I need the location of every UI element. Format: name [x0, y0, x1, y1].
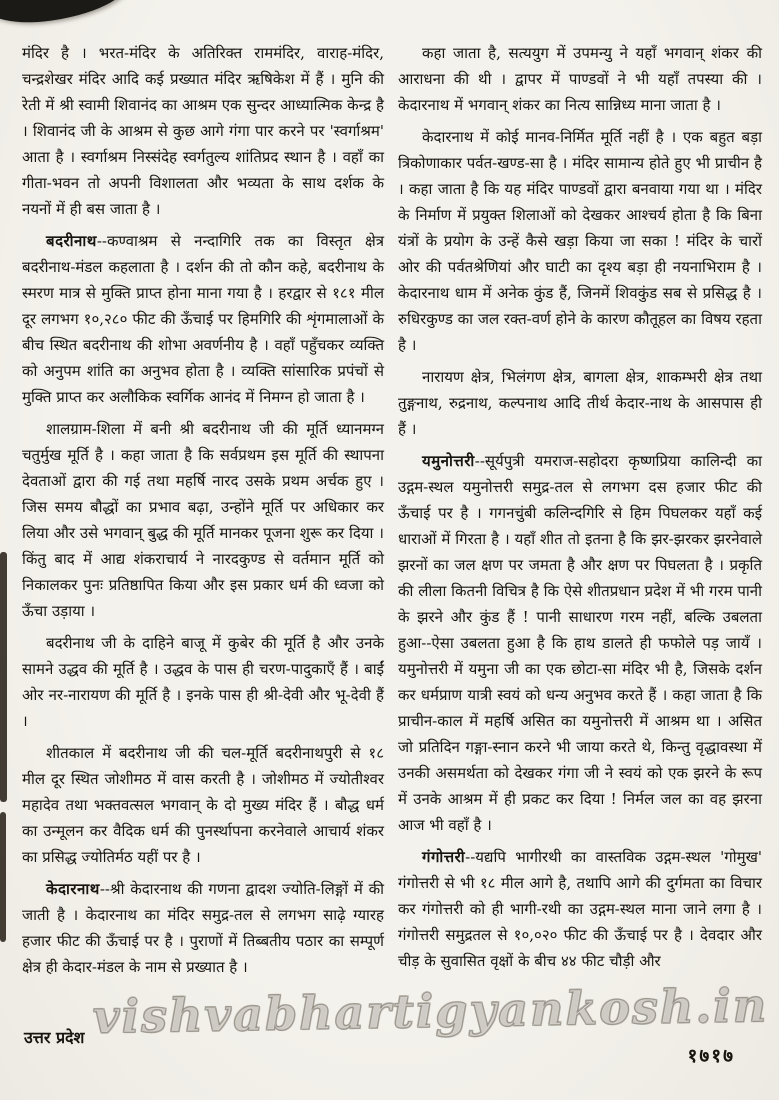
paragraph — [22, 416, 384, 624]
paragraph-kedarnath — [22, 876, 384, 980]
paragraph-text: --कण्वाश्रम से नन्दागिरि तक का विस्तृत क्षेत्र बदरीनाथ-मंडल कहलाता है । दर्शन की तो कौन कहे, बदरीनाथ के स्मरण मात्र से मुक्ति प्राप्त होना माना गया है । हरद्वार से १८१ मील दूर लगभग १०,२८० फीट की ऊँचाई पर हिमगिरि की शृंगमालाओं के बीच स्थित बदरीनाथ की शोभा अवर्णनीय है । वहाँ पहुँचकर व्यक्ति को अनुपम शांति का अनुभव होता है । व्यक्ति सांसारिक प्रपंचों से मुक्ति प्राप्त कर अलौकिक स्वर्गिक आनंद में निमग्न हो जाता है । — [22, 232, 384, 406]
page-number: १७१७ — [687, 1045, 735, 1067]
paragraph — [22, 740, 384, 870]
paragraph — [22, 40, 384, 222]
page-corner-tear — [0, 0, 133, 28]
paragraph-text: केदारनाथ में कोई मानव-निर्मित मूर्ति नहीं है । एक बहुत बड़ा त्रिकोणाकार पर्वत-खण्ड-सा है । मंदिर सामान्य होते हुए भी प्राचीन है । कहा जाता है कि यह मंदिर पाण्डवों द्वारा बनवाया गया था । मंदिर के निर्माण में प्रयुक्त शिलाओं को देखकर आश्चर्य होता है कि बिना यंत्रों के प्रयोग के उन्हें कैसे खड़ा किया जा सका ! मंदिर के चारों ओर की पर्वतश्रेणियां और घाटी का दृश्य बड़ा ही नयनाभिराम है । केदारनाथ धाम में अनेक कुंड हैं, जिनमें शिवकुंड सब से प्रसिद्ध है । रुधिरकुण्ड का जल रक्त-वर्ण होने के कारण कौतूहल का विषय रहता है । — [398, 128, 762, 354]
paragraph-text: मंदिर है । भरत-मंदिर के अतिरिक्त राममंदिर, वाराह-मंदिर, चन्द्रशेखर मंदिर आदि कई प्रख्यात मंदिर ऋषिकेश में हैं । मुनि की रेती में श्री स्वामी शिवानंद का आश्रम एक सुन्दर आध्यात्मिक केन्द्र है । शिवानंद जी के आश्रम से कुछ आगे गंगा पार करने पर 'स्वर्गाश्रम' आता है । स्वर्गाश्रम निस्संदेह स्वर्गतुल्य शांतिप्रद स्थान है । वहाँ का गीता-भवन तो अपनी विशालता और भव्यता के साथ दर्शक के नयनों में ही बस जाता है । — [22, 44, 384, 218]
scan-edge-mark — [0, 552, 7, 802]
paragraph-yamunotri — [398, 448, 762, 838]
paragraph-badrinath — [22, 228, 384, 410]
paragraph-text: कहा जाता है, सत्ययुग में उपमन्यु ने यहाँ भगवान् शंकर की आराधना की थी । द्वापर में पाण्डवों ने भी यहाँ तपस्या की । केदारनाथ में भगवान् शंकर का नित्य सान्निध्य माना जाता है । — [398, 44, 762, 114]
paragraph-text: --श्री केदारनाथ की गणना द्वादश ज्योति-लिङ्गों में की जाती है । केदारनाथ का मंदिर समुद्र-तल से लगभग साढ़े ग्यारह हजार फीट की ऊँचाई पर है । पुराणों में तिब्बतीय पठार का सम्पूर्ण क्षेत्र ही केदार-मंडल के नाम से प्रख्यात है । — [22, 880, 384, 976]
paragraph — [398, 364, 762, 442]
section-heading-yamunotri: यमुनोत्तरी — [422, 452, 475, 470]
paragraph-text: शालग्राम-शिला में बनी श्री बदरीनाथ जी की मूर्ति ध्यानमग्न चतुर्मुख मूर्ति है । कहा जाता है कि सर्वप्रथम इस मूर्ति की स्थापना देवताओं द्वारा की गई तथा महर्षि नारद उसके प्रथम अर्चक हुए । जिस समय बौद्धों का प्रभाव बढ़ा, उन्होंने मूर्ति पर अधिकार कर लिया और उसे भगवान् बुद्ध की मूर्ति मानकर पूजना शुरू कर दिया । किंतु बाद में आद्य शंकराचार्य ने नारदकुण्ड से वर्तमान मूर्ति को निकालकर पुनः प्रतिष्ठापित किया और इस प्रकार धर्म की ध्वजा को ऊँचा उड़ाया । — [22, 420, 384, 620]
paragraph-text: बदरीनाथ जी के दाहिने बाजू में कुबेर की मूर्ति है और उनके सामने उद्धव की मूर्ति है । उद्धव के पास ही चरण-पादुकाएँ हैं । बाईं ओर नर-नारायण की मूर्ति है । इनके पास ही श्री-देवी और भू-देवी हैं । — [22, 634, 384, 730]
paragraph — [22, 630, 384, 734]
paragraph-gangotri — [398, 844, 762, 974]
text-column-left — [22, 40, 384, 986]
paragraph — [398, 40, 762, 118]
paragraph-text: --सूर्यपुत्री यमराज-सहोदरा कृष्णप्रिया कालिन्दी का उद्गम-स्थल यमुनोत्तरी समुद्र-तल से लगभग दस हजार फीट की ऊँचाई पर है । गगनचुंबी कलिन्दगिरि से हिम पिघलकर यहाँ कई धाराओं में गिरता है । यहाँ शीत तो इतना है कि झर-झरकर झरनेवाले झरनों का जल क्षण पर जमता है और क्षण पर पिघलता है । प्रकृति की लीला कितनी विचित्र है कि ऐसे शीतप्रधान प्रदेश में भी गरम पानी के झरने और कुंड हैं ! पानी साधारण गरम नहीं, बल्कि उबलता हुआ--ऐसा उबलता हुआ है कि हाथ डालते ही फफोले पड़ जायँ । यमुनोत्तरी में यमुना जी का एक छोटा-सा मंदिर भी है, जिसके दर्शन कर धर्मप्राण यात्री स्वयं को धन्य अनुभव करते हैं । कहा जाता है कि प्राचीन-काल में महर्षि असित का यमुनोत्तरी में आश्रम था । असित जो प्रतिदिन गङ्गा-स्नान करने भी जाया करते थे, किन्तु वृद्धावस्था में उनकी असमर्थता को देखकर गंगा जी ने स्वयं को एक झरने के रूप में उनके आश्रम में ही प्रकट कर दिया ! निर्मल जल का वह झरना आज भी वहाँ है । — [398, 452, 762, 834]
paragraph-text: शीतकाल में बदरीनाथ जी की चल-मूर्ति बदरीनाथपुरी से १८ मील दूर स्थित जोशीमठ में वास करती है । जोशीमठ में ज्योतीश्वर महादेव तथा भक्तवत्सल भगवान् के दो मुख्य मंदिर हैं । बौद्ध धर्म का उन्मूलन कर वैदिक धर्म की पुनर्स्थापना करनेवाले आचार्य शंकर का प्रसिद्ध ज्योतिर्मठ यहीं पर है । — [22, 744, 384, 866]
paragraph-text: --यद्यपि भागीरथी का वास्तविक उद्गम-स्थल 'गोमुख' गंगोत्तरी से भी १८ मील आगे है, तथापि आगे की दुर्गमता का विचार कर गंगोत्तरी को ही भागी-रथी का उद्गम-स्थल माना जाने लगा है । गंगोत्तरी समुद्रतल से १०,०२० फीट की ऊँचाई पर है । देवदार और चीड़ के सुवासित वृक्षों के बीच ४४ फीट चौड़ी और — [398, 848, 762, 970]
section-heading-kedarnath: केदारनाथ — [46, 880, 100, 898]
scan-edge-mark — [0, 812, 6, 942]
text-column-right — [398, 40, 762, 980]
section-heading-gangotri: गंगोत्तरी — [422, 848, 466, 866]
watermark: vishvabhartigyankosh.in — [91, 978, 769, 1044]
paragraph-text: नारायण क्षेत्र, भिलंगण क्षेत्र, बागला क्षेत्र, शाकम्भरी क्षेत्र तथा तुङ्गनाथ, रुद्रनाथ, कल्पनाथ आदि तीर्थ केदार-नाथ के आसपास ही हैं । — [398, 368, 762, 438]
section-heading-badrinath: बदरीनाथ — [46, 232, 97, 250]
paragraph — [398, 124, 762, 358]
footer-section-label: उत्तर प्रदेश — [24, 1028, 85, 1047]
